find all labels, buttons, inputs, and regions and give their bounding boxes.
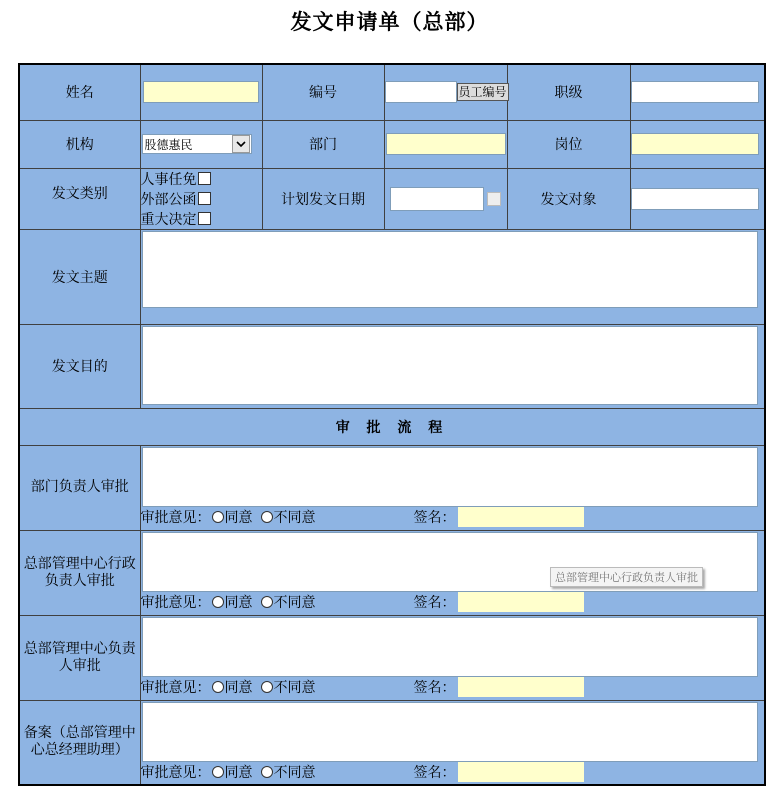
disagree-label: 不同意 <box>273 765 316 781</box>
sign-label: 签名： <box>413 595 456 611</box>
agree-radio[interactable] <box>212 766 224 778</box>
post-label: 岗位 <box>507 120 630 168</box>
approval-step-1-label: 部门负责人审批 <box>19 445 140 530</box>
name-label: 姓名 <box>19 64 140 120</box>
agree-radio[interactable] <box>212 681 224 693</box>
sign-label: 签名： <box>413 765 456 781</box>
checkbox[interactable] <box>198 172 211 185</box>
dept-label: 部门 <box>262 120 384 168</box>
approval-step-3-comment[interactable] <box>142 617 758 677</box>
approval-step-2-label: 总部管理中心行政 负责人审批 <box>19 530 140 615</box>
disagree-label: 不同意 <box>273 595 316 611</box>
opinion-label: 审批意见： <box>140 765 211 781</box>
org-label: 机构 <box>19 120 140 168</box>
post-input[interactable] <box>631 133 759 155</box>
purpose-label: 发文目的 <box>19 324 140 408</box>
subject-label: 发文主题 <box>19 229 140 324</box>
opinion-label: 审批意见： <box>140 595 211 611</box>
page-title: 发文申请单（总部） <box>290 9 489 34</box>
checkbox[interactable] <box>198 192 211 205</box>
agree-label: 同意 <box>224 510 253 526</box>
disagree-label: 不同意 <box>273 680 316 696</box>
agree-radio[interactable] <box>212 511 224 523</box>
signature-field[interactable] <box>458 507 584 527</box>
signature-field[interactable] <box>458 762 584 782</box>
dept-input[interactable] <box>386 133 506 155</box>
plan-date-input[interactable] <box>390 187 484 211</box>
sign-label: 签名： <box>413 510 456 526</box>
approval-header: 审 批 流 程 <box>19 408 765 445</box>
approval-step-4-comment[interactable] <box>142 702 758 762</box>
target-input[interactable] <box>631 188 759 210</box>
name-input[interactable] <box>143 81 259 103</box>
opinion-label: 审批意见： <box>140 680 211 696</box>
disagree-label: 不同意 <box>273 510 316 526</box>
category-option-external[interactable]: 外部公函 <box>141 189 262 209</box>
rank-input[interactable] <box>631 81 759 103</box>
number-label: 编号 <box>262 64 384 120</box>
org-select-value: 股德惠民 <box>144 137 193 152</box>
tooltip: 总部管理中心行政负责人审批 <box>550 567 703 587</box>
sign-label: 签名： <box>413 680 456 696</box>
org-select[interactable] <box>142 134 252 154</box>
agree-radio[interactable] <box>212 596 224 608</box>
rank-label: 职级 <box>507 64 630 120</box>
category-option-personnel[interactable]: 人事任免 <box>141 169 262 189</box>
subject-textarea[interactable] <box>142 231 758 308</box>
agree-label: 同意 <box>224 765 253 781</box>
agree-label: 同意 <box>224 680 253 696</box>
chevron-down-icon <box>232 135 250 153</box>
application-form <box>18 63 766 786</box>
disagree-radio[interactable] <box>261 511 273 523</box>
approval-step-3-label: 总部管理中心负责 人审批 <box>19 615 140 700</box>
approval-step-1-comment[interactable] <box>142 447 758 507</box>
approval-step-4-label: 备案（总部管理中 心总经理助理） <box>19 700 140 785</box>
agree-label: 同意 <box>224 595 253 611</box>
checkbox[interactable] <box>198 212 211 225</box>
category-label: 发文类别 <box>19 168 140 229</box>
purpose-textarea[interactable] <box>142 326 758 405</box>
number-input[interactable] <box>385 81 457 103</box>
disagree-radio[interactable] <box>261 596 273 608</box>
calendar-icon[interactable] <box>487 192 501 206</box>
disagree-radio[interactable] <box>261 766 273 778</box>
target-label: 发文对象 <box>507 168 630 229</box>
signature-field[interactable] <box>458 592 584 612</box>
opinion-label: 审批意见： <box>140 510 211 526</box>
disagree-radio[interactable] <box>261 681 273 693</box>
category-option-major[interactable]: 重大决定 <box>141 209 262 229</box>
plan-date-label: 计划发文日期 <box>262 168 384 229</box>
employee-number-button[interactable]: 员工编号 <box>458 85 507 100</box>
signature-field[interactable] <box>458 677 584 697</box>
